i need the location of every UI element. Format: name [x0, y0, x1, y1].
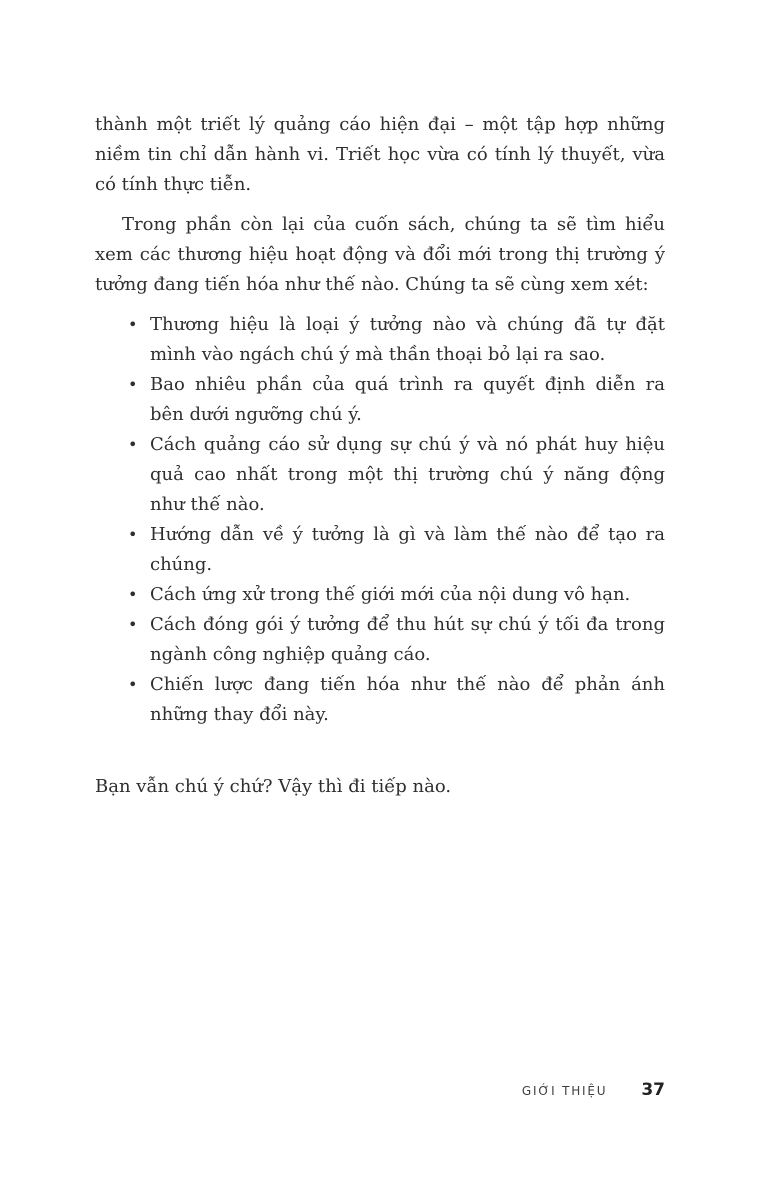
text-line: những thay đổi này. [150, 704, 329, 725]
paragraph [95, 210, 665, 300]
footer-page-number: 37 [641, 1080, 665, 1100]
bullet-item [95, 370, 665, 430]
footer-section-title: GIỚI THIỆU [521, 1084, 608, 1098]
bullet-text [150, 580, 665, 610]
closing-line: Bạn vẫn chú ý chứ? Vậy thì đi tiếp nào. [95, 776, 452, 797]
bullet-text [150, 310, 665, 370]
text-line: chúng. [150, 554, 213, 575]
text-line: mình vào ngách chú ý mà thần thoại bỏ lại ra sao. [150, 344, 606, 365]
text-line: tưởng đang tiến hóa như thế nào. Chúng ta sẽ cùng xem xét: [95, 274, 649, 295]
bullet-item [95, 310, 665, 370]
bullet-text [150, 430, 665, 520]
bullet-text [150, 610, 665, 670]
text-line: Thương hiệu là loại ý tưởng nào và chúng đã tự đặt [150, 314, 665, 335]
bullet-list [95, 310, 665, 730]
text-line: Bao nhiêu phần của quá trình ra quyết định diễn ra [150, 374, 665, 395]
bullet-text [150, 520, 665, 580]
bullet-icon: • [128, 315, 138, 334]
bullet-item [95, 430, 665, 520]
bullet-icon: • [128, 435, 138, 454]
page-content [95, 110, 665, 802]
text-line: bên dưới ngưỡng chú ý. [150, 404, 362, 425]
bullet-icon: • [128, 585, 138, 604]
bullet-text [150, 670, 665, 730]
text-line: Cách ứng xử trong thế giới mới của nội dung vô hạn. [150, 584, 631, 605]
bullet-text [150, 370, 665, 430]
text-line: như thế nào. [150, 494, 265, 515]
paragraph [95, 110, 665, 200]
text-line: Trong phần còn lại của cuốn sách, chúng ta sẽ tìm hiểu [122, 214, 665, 235]
text-line: Chiến lược đang tiến hóa như thế nào để phản ánh [150, 674, 665, 695]
bullet-item [95, 520, 665, 580]
text-line: xem các thương hiệu hoạt động và đổi mới trong thị trường ý [95, 244, 665, 265]
paragraphs [95, 110, 665, 300]
bullet-icon: • [128, 675, 138, 694]
text-line: thành một triết lý quảng cáo hiện đại – một tập hợp những [95, 114, 665, 135]
text-line: niềm tin chỉ dẫn hành vi. Triết học vừa có tính lý thuyết, vừa [95, 144, 665, 165]
bullet-icon: • [128, 375, 138, 394]
page-footer [522, 1080, 665, 1100]
bullet-item [95, 670, 665, 730]
bullet-item [95, 580, 665, 610]
bullet-icon: • [128, 615, 138, 634]
text-line: quả cao nhất trong một thị trường chú ý năng động [150, 464, 665, 485]
bullet-icon: • [128, 525, 138, 544]
text-line: có tính thực tiễn. [95, 174, 252, 195]
bullet-item [95, 610, 665, 670]
text-line: Cách đóng gói ý tưởng để thu hút sự chú ý tối đa trong [150, 614, 665, 635]
text-line: Cách quảng cáo sử dụng sự chú ý và nó phát huy hiệu [150, 434, 665, 455]
text-line: Hướng dẫn về ý tưởng là gì và làm thế nào để tạo ra [150, 524, 665, 545]
text-line: ngành công nghiệp quảng cáo. [150, 644, 431, 665]
